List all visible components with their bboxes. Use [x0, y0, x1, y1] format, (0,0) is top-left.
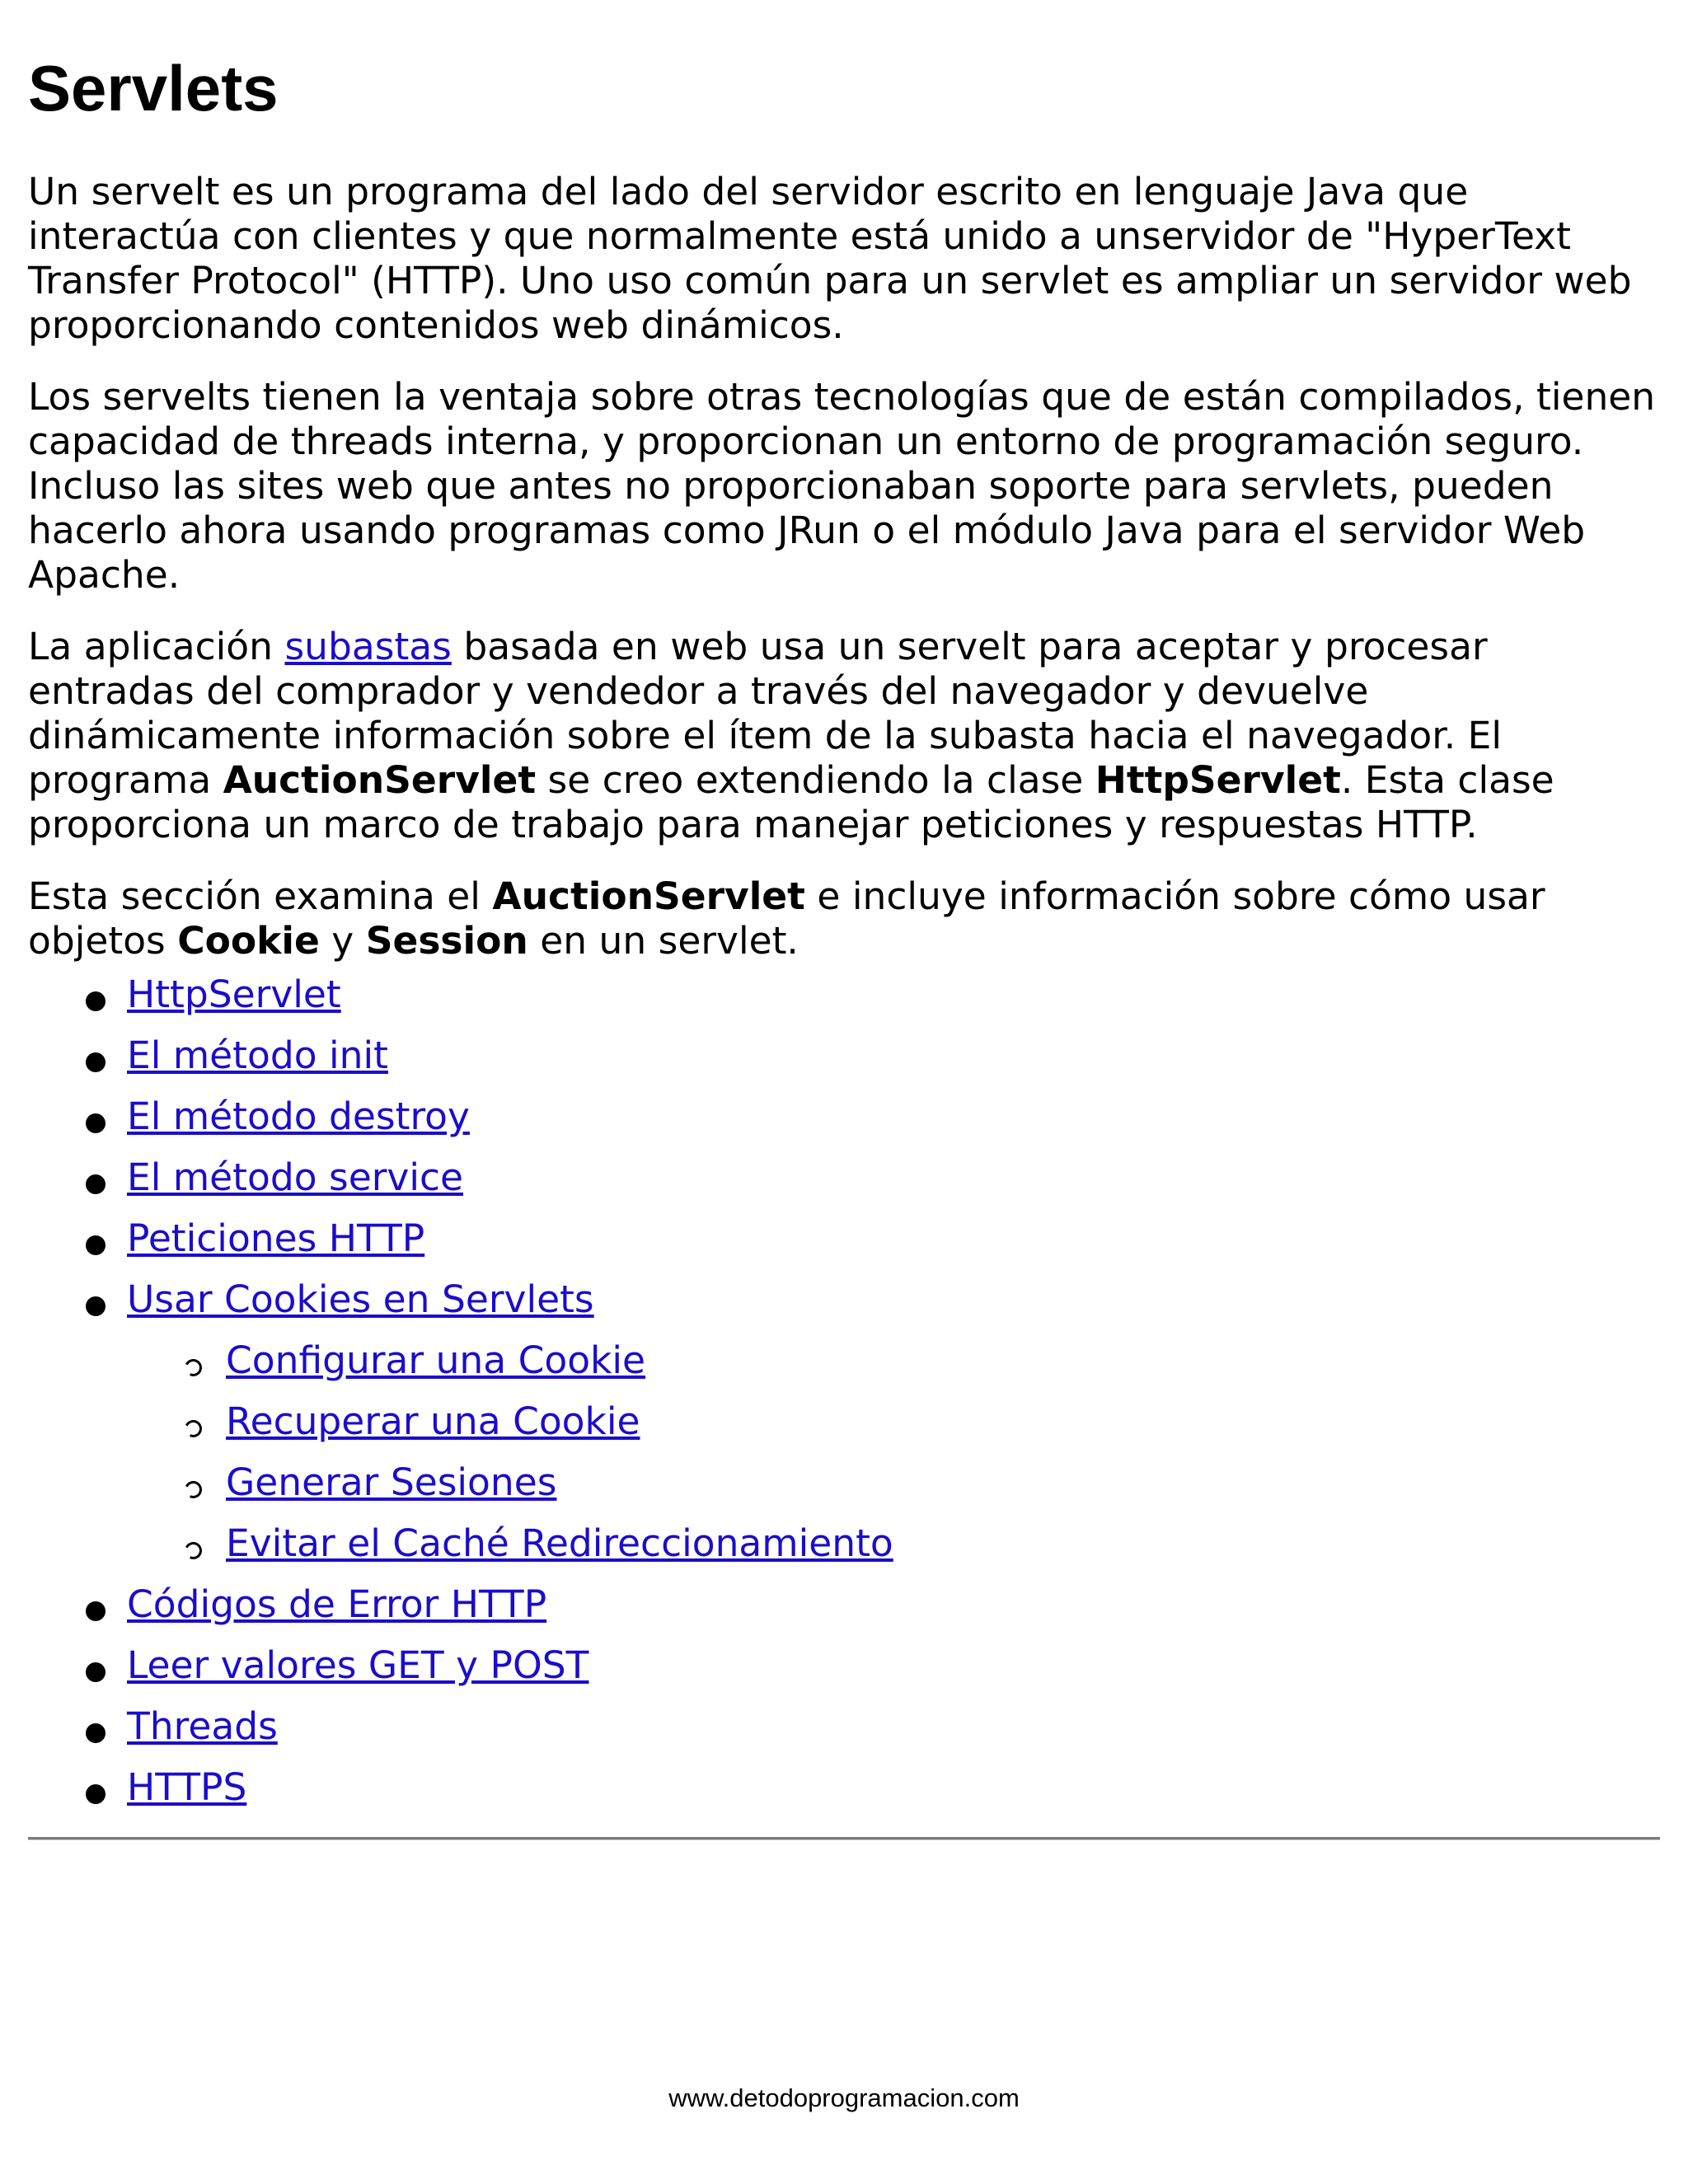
toc-item [28, 1277, 893, 1338]
bold-term: Cookie [177, 919, 320, 963]
bullet-dot-icon [86, 1174, 106, 1194]
toc-link[interactable]: Peticiones HTTP [127, 1216, 425, 1260]
paragraph-intro: Un servelt es un programa del lado del servidor escrito en lenguaje Java que interactúa con clientes y que normalmente está unido a unservidor de "HyperText Transfer Protocol" (HTTP). Uno uso común para un servlet es ampliar un servidor web proporcionando contenidos web dinámicos. [28, 170, 1632, 347]
toc-item [28, 1216, 893, 1277]
table-of-contents [28, 972, 893, 1826]
bullet-dot-icon [86, 991, 106, 1011]
toc-link[interactable]: Códigos de Error HTTP [127, 1582, 547, 1626]
toc-link[interactable]: El método init [127, 1033, 388, 1077]
toc-subitem [28, 1521, 893, 1582]
text-run: La aplicación [28, 625, 285, 668]
toc-item [28, 1582, 893, 1643]
toc-link[interactable]: Usar Cookies en Servlets [127, 1277, 594, 1321]
bullet-circle-icon [182, 1357, 204, 1379]
bullet-dot-icon [86, 1662, 106, 1682]
toc-item [28, 1765, 893, 1826]
bullet-circle-icon [182, 1418, 204, 1440]
toc-link[interactable]: Threads [127, 1704, 278, 1748]
bullet-dot-icon [86, 1113, 106, 1133]
text-run: basada en web usa un servelt para aceptar y procesar entradas del comprador y vendedor a través del navegador y devuelve dinámicamente información sobre el ítem de la subasta hacia el navegador. El programa [28, 625, 1503, 802]
toc-sublink[interactable]: Recuperar una Cookie [226, 1399, 640, 1443]
paragraph-section-overview [28, 874, 1656, 963]
bullet-circle-icon [182, 1479, 204, 1501]
bullet-dot-icon [86, 1052, 106, 1072]
toc-item [28, 1033, 893, 1094]
toc-sublink[interactable]: Evitar el Caché Redireccionamiento [226, 1521, 893, 1565]
toc-subitem [28, 1460, 893, 1521]
text-run: y [319, 919, 366, 963]
bullet-circle-icon [182, 1540, 204, 1562]
bullet-dot-icon [86, 1723, 106, 1743]
bold-term: Session [365, 919, 528, 963]
toc-item [28, 1155, 893, 1216]
toc-link[interactable]: El método service [127, 1155, 464, 1199]
bold-term: HttpServlet [1095, 758, 1341, 802]
subastas-link[interactable]: subastas [284, 625, 452, 668]
bold-term: AuctionServlet [492, 874, 805, 918]
page-title: Servlets [28, 52, 279, 124]
bullet-dot-icon [86, 1784, 106, 1804]
paragraph-advantages: Los servelts tienen la ventaja sobre otras tecnologías que de están compilados, tienen capacidad de threads interna, y proporcionan un entorno de programación seguro. Incluso las sites web que antes no proporcionaban soporte para servlets, pueden hacerlo ahora usando programas como JRun o el módulo Java para el servidor Web Apache. [28, 375, 1656, 597]
toc-sublink[interactable]: Configurar una Cookie [226, 1338, 646, 1382]
toc-item [28, 972, 893, 1033]
toc-link[interactable]: HttpServlet [127, 972, 341, 1016]
article-body [28, 170, 1656, 991]
toc-item [28, 1704, 893, 1765]
paragraph-auction-app [28, 625, 1656, 847]
toc-item [28, 1643, 893, 1704]
toc-subitem [28, 1399, 893, 1460]
footer-url: www.detodoprogramacion.com [668, 2083, 1020, 2112]
bullet-dot-icon [86, 1296, 106, 1316]
toc-link[interactable]: Leer valores GET y POST [127, 1643, 589, 1687]
text-run: . Esta clase proporciona un marco de trabajo para manejar peticiones y respuestas HTTP. [28, 758, 1554, 846]
toc-sublink[interactable]: Generar Sesiones [226, 1460, 557, 1504]
horizontal-rule [28, 1837, 1660, 1840]
bullet-dot-icon [86, 1601, 106, 1621]
toc-link[interactable]: HTTPS [127, 1765, 247, 1809]
text-run: se creo extendiendo la clase [536, 758, 1095, 802]
bullet-dot-icon [86, 1235, 106, 1255]
text-run: Esta sección examina el [28, 874, 493, 918]
text-run: e incluye información sobre cómo usar objetos [28, 874, 1545, 963]
toc-subitem [28, 1338, 893, 1399]
toc-link[interactable]: El método destroy [127, 1094, 470, 1138]
bold-term: AuctionServlet [223, 758, 537, 802]
text-run: en un servlet. [528, 919, 799, 963]
toc-item [28, 1094, 893, 1155]
